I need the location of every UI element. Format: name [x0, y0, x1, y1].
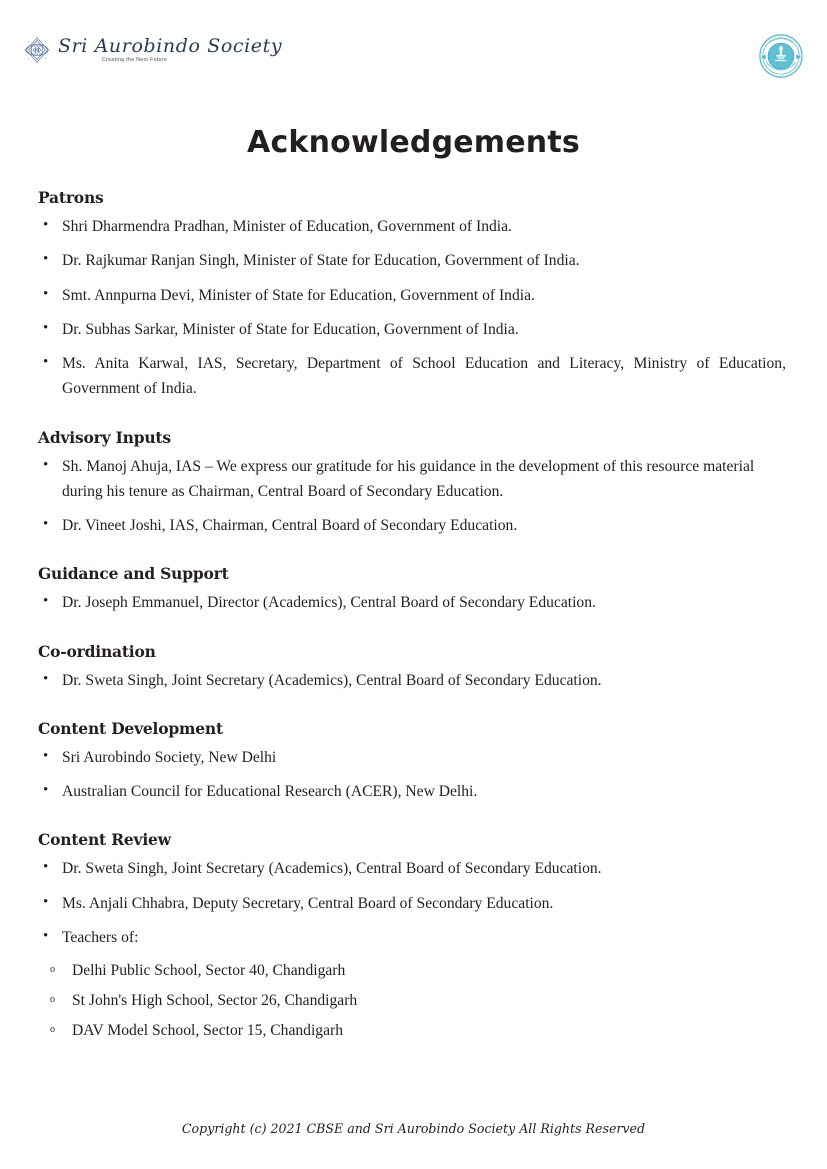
list-item: • Sri Aurobindo Society, New Delhi [38, 745, 786, 770]
society-wordmark-group [58, 34, 283, 63]
list-item: • Shri Dharmendra Pradhan, Minister of Education, Government of India. [38, 214, 786, 239]
acknowledgements-content [38, 188, 786, 1049]
section-heading: Guidance and Support [38, 564, 229, 584]
list-item: o DAV Model School, Sector 15, Chandigarh [38, 1019, 786, 1044]
section-heading: Patrons [38, 188, 104, 207]
cbse-seal-icon [757, 32, 805, 80]
copyright-footer: Copyright (c) 2021 CBSE and Sri Aurobindo Society All Rights Reserved [181, 1121, 646, 1136]
section-co-ordination [38, 642, 786, 693]
content-development-list [38, 745, 786, 805]
list-item: • Ms. Anita Karwal, IAS, Secretary, Department of School Education and Literacy, Ministry of Education, Government of India. [38, 351, 786, 402]
section-heading: Advisory Inputs [38, 427, 171, 447]
section-patrons [38, 188, 786, 402]
society-tagline: Creating the Next Future [102, 56, 168, 63]
list-item: • Australian Council for Educational Research (ACER), New Delhi. [38, 779, 786, 804]
section-advisory-inputs [38, 428, 786, 539]
list-item: • Smt. Annpurna Devi, Minister of State for Education, Government of India. [38, 283, 786, 308]
section-content-development [38, 719, 786, 805]
advisory-inputs-list [38, 454, 786, 539]
patrons-list [38, 214, 786, 402]
list-item: • Ms. Anjali Chhabra, Deputy Secretary, Central Board of Secondary Education. [38, 891, 786, 916]
section-guidance-and-support [38, 564, 786, 615]
content-review-list [38, 856, 786, 950]
society-wordmark: Sri Aurobindo Society [58, 34, 283, 57]
section-heading: Co-ordination [38, 641, 156, 661]
section-content-review [38, 830, 786, 1044]
section-heading: Content Review [38, 830, 171, 850]
list-item: • Teachers of: [38, 925, 786, 950]
page-title: Acknowledgements [247, 125, 580, 160]
co-ordination-list [38, 668, 786, 693]
sri-aurobindo-society-emblem-icon [22, 35, 52, 65]
list-item: • Dr. Rajkumar Ranjan Singh, Minister of State for Education, Government of India. [38, 248, 786, 273]
list-item: o Delhi Public School, Sector 40, Chandigarh [38, 959, 786, 984]
sri-aurobindo-society-logo [22, 35, 282, 65]
list-item: • Dr. Sweta Singh, Joint Secretary (Academics), Central Board of Secondary Education. [38, 856, 786, 881]
list-item: • Sh. Manoj Ahuja, IAS – We express our gratitude for his guidance in the development of this resource material during his tenure as Chairman, Central Board of Secondary Education. [38, 454, 786, 505]
list-item: o St John's High School, Sector 26, Chandigarh [38, 989, 786, 1014]
list-item: • Dr. Subhas Sarkar, Minister of State for Education, Government of India. [38, 317, 786, 342]
list-item: • Dr. Sweta Singh, Joint Secretary (Academics), Central Board of Secondary Education. [38, 668, 786, 693]
page-header [0, 30, 827, 90]
list-item: • Dr. Joseph Emmanuel, Director (Academics), Central Board of Secondary Education. [38, 590, 786, 615]
section-heading: Content Development [38, 718, 223, 738]
list-item: • Dr. Vineet Joshi, IAS, Chairman, Central Board of Secondary Education. [38, 513, 786, 538]
guidance-and-support-list [38, 590, 786, 615]
content-review-schools-list [38, 959, 786, 1044]
